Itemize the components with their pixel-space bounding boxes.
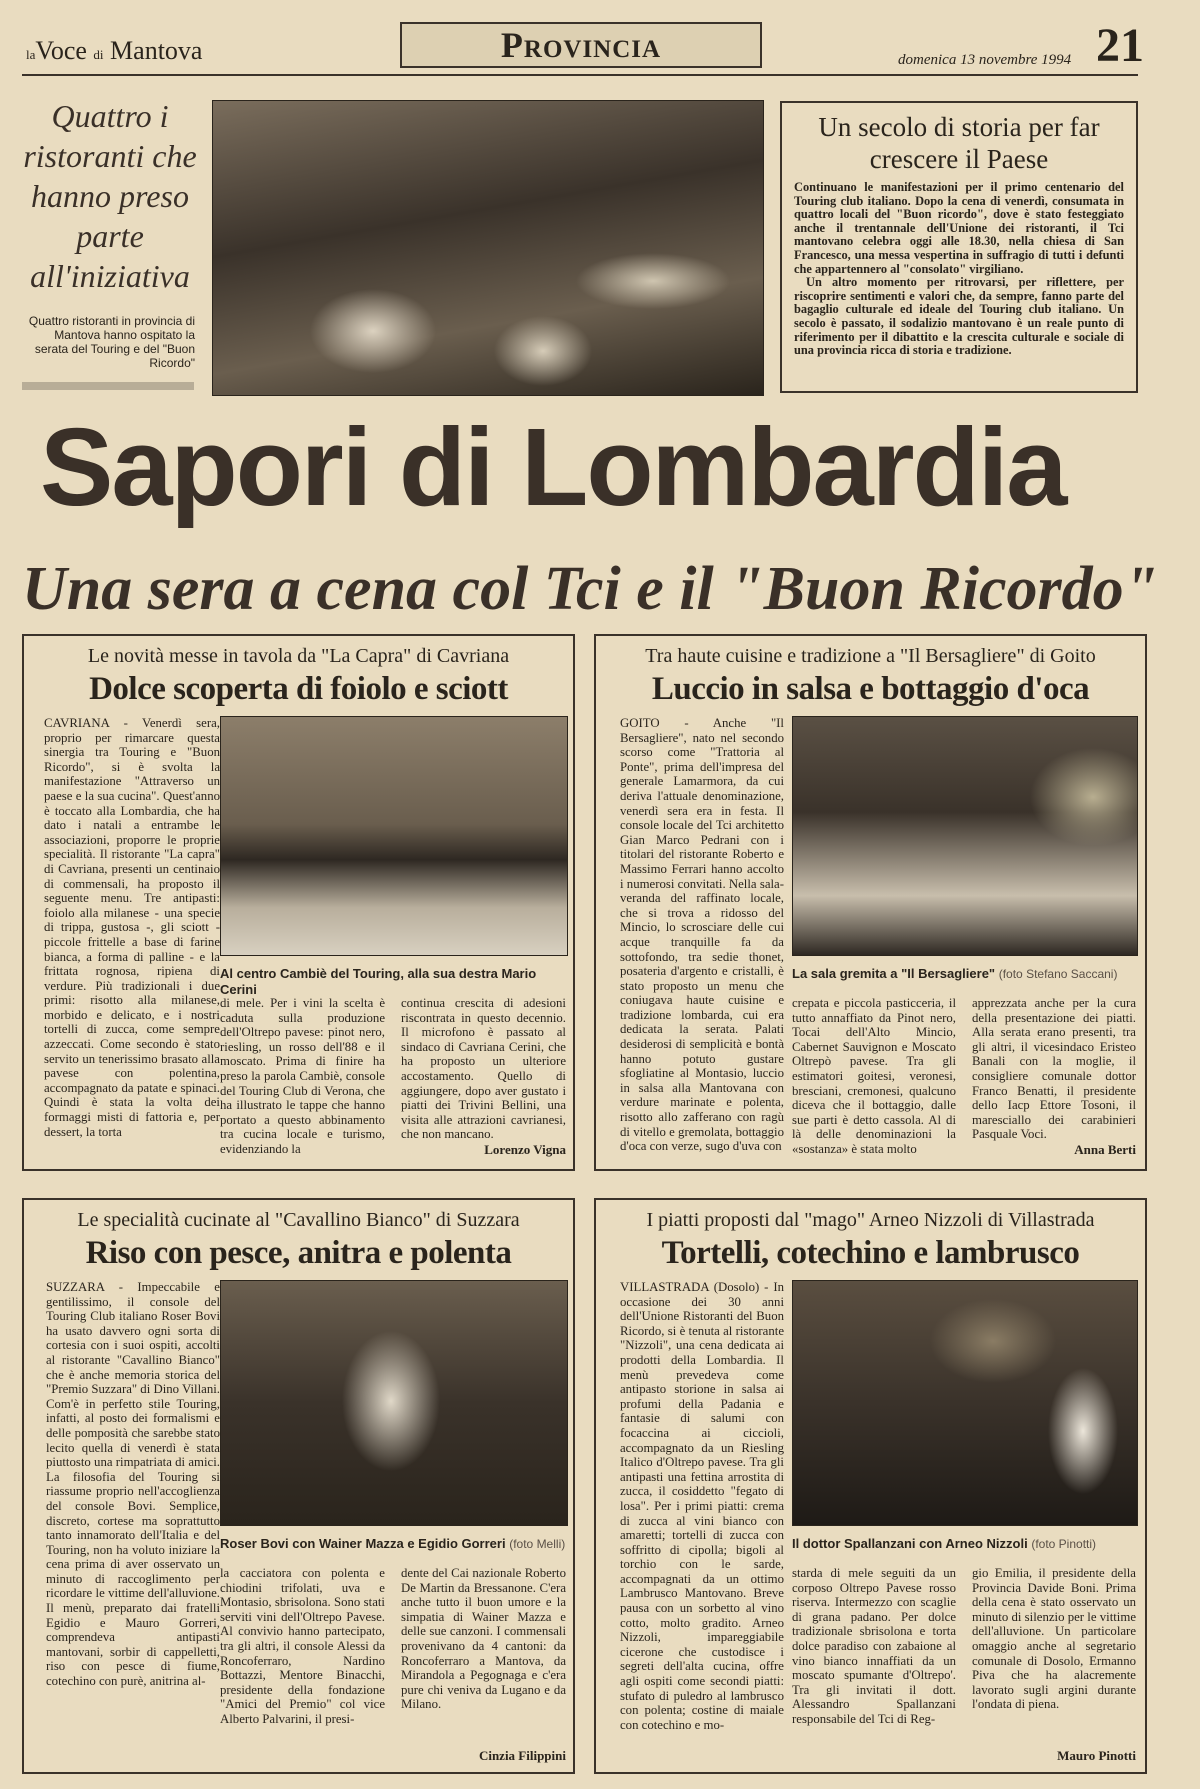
logo-word-voce: Voce — [35, 36, 87, 65]
promo-title: Quattro i ristoranti che hanno preso parte all'iniziativa — [23, 98, 197, 294]
main-subheadline: Una sera a cena col Tci e il "Buon Ricordo" — [22, 555, 1159, 623]
article-column-3: continua crescita di adesioni riscontrata in questo decennio. Il microfono è passato al sindaco di Cavriana Cerini, che ha proposto un ulteriore accostamento. Quello di aggiungere, dopo aver gustato i piatti dei Trivini Bellini, una visita alle attrazioni cavrianesi, che non mancano. — [401, 996, 566, 1142]
article-author: Mauro Pinotti — [1057, 1748, 1136, 1763]
article-kicker: Le specialità cucinate al "Cavallino Bianco" di Suzzara — [77, 1209, 520, 1231]
logo-prefix: la — [26, 47, 36, 62]
article-title: Riso con pesce, anitra e polenta — [85, 1235, 512, 1271]
article-photo — [220, 716, 568, 956]
promo-divider — [22, 382, 194, 390]
article-photo-caption: Al centro Cambiè del Touring, alla sua destra Mario Cerini — [220, 966, 537, 997]
article-column-2: starda di mele seguiti da un corposo Oltrepo Pavese rosso riserva. Intermezzo con scaglie di grana padano. Per dolce tradizionale sbrisolona e torta dolce paradiso con zabaione al vino bianco innaffiati da un moscato spumante d'Oltrepo'. Tra gli invitati il dott. Alessandro Spallanzani responsabile del Tci di Reg- — [792, 1566, 956, 1726]
logo-word-mantova: Mantova — [110, 36, 203, 65]
article-photo-caption: La sala gremita a "Il Bersagliere" (foto Stefano Saccani) — [792, 966, 1118, 981]
article-photo — [792, 1280, 1138, 1526]
article-kicker: Le novità messe in tavola da "La Capra" di Cavriana — [87, 645, 510, 667]
article-column-2: la cacciatora con polenta e chiodini trifolati, uva e Montasio, sbrisolona. Sono stati serviti vini dell'Oltrepo Pavese. Al convivio hanno partecipato, tra gli altri, il console Alessi da Roncoferraro, Nardino Bottazzi, Mentore Binacchi, presidente della fondazione "Amici del Premio" col vice Alberto Palvarini, il presi- — [220, 1566, 385, 1726]
article-column-3: gio Emilia, il presidente della Provincia Davide Boni. Prima della cena è stato osservato un minuto di silenzio per le vittime dell'alluvione. Un particolare omaggio anche al segretario comunale di Dosolo, Ermanno Piva che ha alacremente lavorato sugli argini durante l'ondata di piena. — [972, 1566, 1136, 1712]
main-headline: Sapori di Lombardia — [40, 406, 1066, 529]
article-title: Luccio in salsa e bottaggio d'oca — [651, 671, 1090, 707]
issue-date: domenica 13 novembre 1994 — [898, 52, 1072, 68]
article-photo-caption: Il dottor Spallanzani con Arneo Nizzoli (foto Pinotti) — [792, 1536, 1097, 1551]
article-photo-caption: Roser Bovi con Wainer Mazza e Egidio Gorreri (foto Melli) — [220, 1536, 566, 1551]
secolo-title: Un secolo di storia per far crescere il Paese — [818, 112, 1100, 174]
article-kicker: I piatti proposti dal "mago" Arneo Nizzoli di Villastrada — [646, 1209, 1095, 1231]
logo-mid: di — [93, 47, 104, 62]
masthead-rule — [22, 74, 1138, 76]
secolo-paragraph-1: Continuano le manifestazioni per il primo centenario del Touring club italiano. Dopo la cena di venerdì, consumata in quattro locali del "Buon ricordo", dove è stato festeggiato anche il trentannale dell'Unione dei ristoranti, il Tci mantovano celebra oggi alle 18.30, nella chiesa di San Francesco, una messa vespertina in suffragio di tutti i defunti che appartennero al "consolato" virgiliano. — [794, 180, 1124, 276]
article-author: Anna Berti — [1074, 1142, 1136, 1157]
article-title: Tortelli, cotechino e lambrusco — [661, 1235, 1080, 1271]
article-kicker: Tra haute cuisine e tradizione a "Il Bersagliere" di Goito — [645, 645, 1096, 667]
article-author: Cinzia Filippini — [478, 1748, 566, 1763]
article-title: Dolce scoperta di foiolo e sciott — [89, 671, 508, 707]
page-number: 21 — [1096, 19, 1144, 72]
article-column-1: VILLASTRADA (Dosolo) - In occasione dei 30 anni dell'Unione Ristoranti del Buon Ricordo, si è tenuta al ristorante "Nizzoli", una cena dedicata ai prodotti della Lombardia. Il menù prevedeva come antipasto storione in salsa ai profumi della Padania e fantasie di salumi con focaccina ai ciccioli, accompagnato da un Riesling Italico d'Oltrepo pavese. Tra gli antipasti una fettina arrostita di zucca, il cosiddetto "fegato di losa". Per i primi piatti: crema di zucca al vini bianco con amaretti; tortelli di zucca con soffritto di cipolla; bigoli al torchio con le sarde, accompagnati da un ottimo Lambrusco Mantovano. Breve pausa con un sorbetto al vino cotto, molto gradito. Arneo Nizzoli, impareggiabile cicerone che custodisce i segreti dell'alta cucina, offre agli ospiti come secondi piatti: stufato di puledro al lambrusco con polenta; costine di maiale con cotechino e mo- — [620, 1280, 784, 1732]
article-capra — [22, 634, 575, 1171]
article-column-2: di mele. Per i vini la scelta è caduta sulla produzione dell'Oltrepo pavese: pinot nero, riesling, un rosso dell'88 e il moscato. Prima di finire ha preso la parola Cambiè, console del Touring Club di Verona, che ha illustrato le tappe che hanno portato a questo abbinamento tra cucina locale e turismo, evidenziando la — [220, 996, 385, 1156]
article-author: Lorenzo Vigna — [484, 1142, 566, 1157]
article-column-3: dente del Cai nazionale Roberto De Martin da Bressanone. C'era anche tutto il buon umore e la simpatia di Wainer Mazza e delle sue canzoni. I commensali provenivano da 4 cantoni: da Roncoferraro a Mantova, da Mirandola a Pegognaga e c'era pure chi veniva da Lugano e da Milano. — [401, 1566, 566, 1712]
article-column-1: SUZZARA - Impeccabile e gentilissimo, il console del Touring Club italiano Roser Bovi ha usato davvero ogni sorta di cortesia con i suoi ospiti, accolti al ristorante "Cavallino Bianco" che è anche memoria storica del "Premio Suzzara" di Dino Villani. Com'è in perfetto stile Touring, infatti, al posto dei formalismi e delle pomposità che sarebbe stato lecito quella di venerdì è stata piuttosto una rimpatriata di amici. La filosofia del Touring si riassume proprio nell'accoglienza del console Bovi. Semplice, discreto, cortese ma soprattutto tanto innamorato dell'Italia e del Touring, non ha voluto iniziare la cena prima di aver osservato un minuto di raccoglimento per ricordare le vittime dell'alluvione. Il menù, preparato dai fratelli Egidio e Mauro Gorreri, comprendeva antipasti mantovani, sorbir di cappelletti, riso con pesce di fiume, cotechino con purè, anitrina al- — [46, 1280, 220, 1689]
secolo-paragraph-2: Un altro momento per ritrovarsi, per riflettere, per riscoprire sentimenti e valori che, da sempre, fanno parte del bagaglio culturale ed ideale del Touring club italiano. Un secolo è passato, il sodalizio mantovano è un reale punto di riferimento per il dibattito e la crescita culturale e sociale di una provincia ricca di storia e tradizione. — [794, 275, 1124, 358]
article-column-1: GOITO - Anche "Il Bersagliere", nato nel secondo scorso come "Trattoria al Ponte", prima dell'impresa del generale Lamarmora, da cui deriva l'attuale denominazione, venerdì sera era in festa. Il console locale del Tci architetto Gian Marco Pedrani con i titolari del ristorante Roberto e Massimo Ferrari hanno accolto i numerosi convitati. Nella sala-veranda del raffinato locale, che si trova a ridosso del Mincio, lo scrosciare delle cui acque tranquille fa da sottofondo, tra sedie thonet, posateria d'argento e cristalli, è stato proposto un menu che coniugava haute cuisine e tradizione lombarda, cui era dedicata la serata. Palati desiderosi di semplicità e bontà hanno potuto gustare sfogliatine al Montasio, luccio in salsa alla Mantovana con verdure marinate e polenta, risotto allo zafferano con ragù di vitello e gremolata, bottaggio d'oca con verze, sugo d'uva con — [620, 716, 784, 1154]
article-photo — [220, 1280, 568, 1526]
article-column-2: crepata e piccola pasticceria, il tutto annaffiato da Pinot nero, Tocai dell'Alto Mincio, Cabernet Sauvignon e Moscato Oltrepò pavese. Tra gli estimatori goitesi, veronesi, bresciani, cremonesi, qualcuno diceva che il bottaggio, dalle sue parti è detto cassola. Al di là delle denominazioni la «sostanza» è stata molto — [792, 996, 956, 1156]
top-dinner-photo — [212, 100, 764, 396]
article-photo — [792, 716, 1138, 956]
paper-logo — [26, 36, 202, 66]
section-label: Provincia — [400, 22, 762, 68]
article-column-3: apprezzata anche per la cura della presentazione dei piatti. Alla serata erano presenti, tra gli altri, il vicesindaco Eristeo Banali con la moglie, il consigliere comunale dottor Franco Benatti, il presidente dello Iacp Ettore Tosoni, il maresciallo dei carabinieri Pasquale Voci. — [972, 996, 1136, 1142]
article-bersagliere — [594, 634, 1147, 1171]
secolo-box — [780, 101, 1138, 393]
promo-caption: Quattro ristoranti in provincia di Mantova hanno ospitato la serata del Touring e del "Buon Ricordo" — [28, 314, 195, 370]
article-nizzoli — [594, 1198, 1147, 1774]
article-cavallino — [22, 1198, 575, 1774]
article-column-1: CAVRIANA - Venerdì sera, proprio per rimarcare questa sinergia tra Touring e "Buon Ricordo", si è svolta la manifestazione "Attraverso un paese e la sua cucina". Quest'anno è toccato alla Lombardia, che ha dato i natali a entrambe le associazioni, proporre le proprie specialità. Il ristorante "La capra" di Cavriana, presenti un centinaio di commensali, ha proposto il seguente menu. Tre antipasti: foiolo alla milanese - una specie di trippa, gustosa -, gli sciott - piccole frittelle a base di farine bianca, a forma di palline - e la frittata rognosa, ripiena di verdure. Più tradizionali i due primi: risotto alla milanese, morbido e delicato, e i nostri tortelli di zucca, come sempre azzeccati. Come secondo è stato servito un tenerissimo brasato alla pavese con polentina, accompagnato da patate e spinaci. Quindi è stata la volta dei formaggi misti di fattoria e, per dessert, la torta — [44, 716, 220, 1139]
